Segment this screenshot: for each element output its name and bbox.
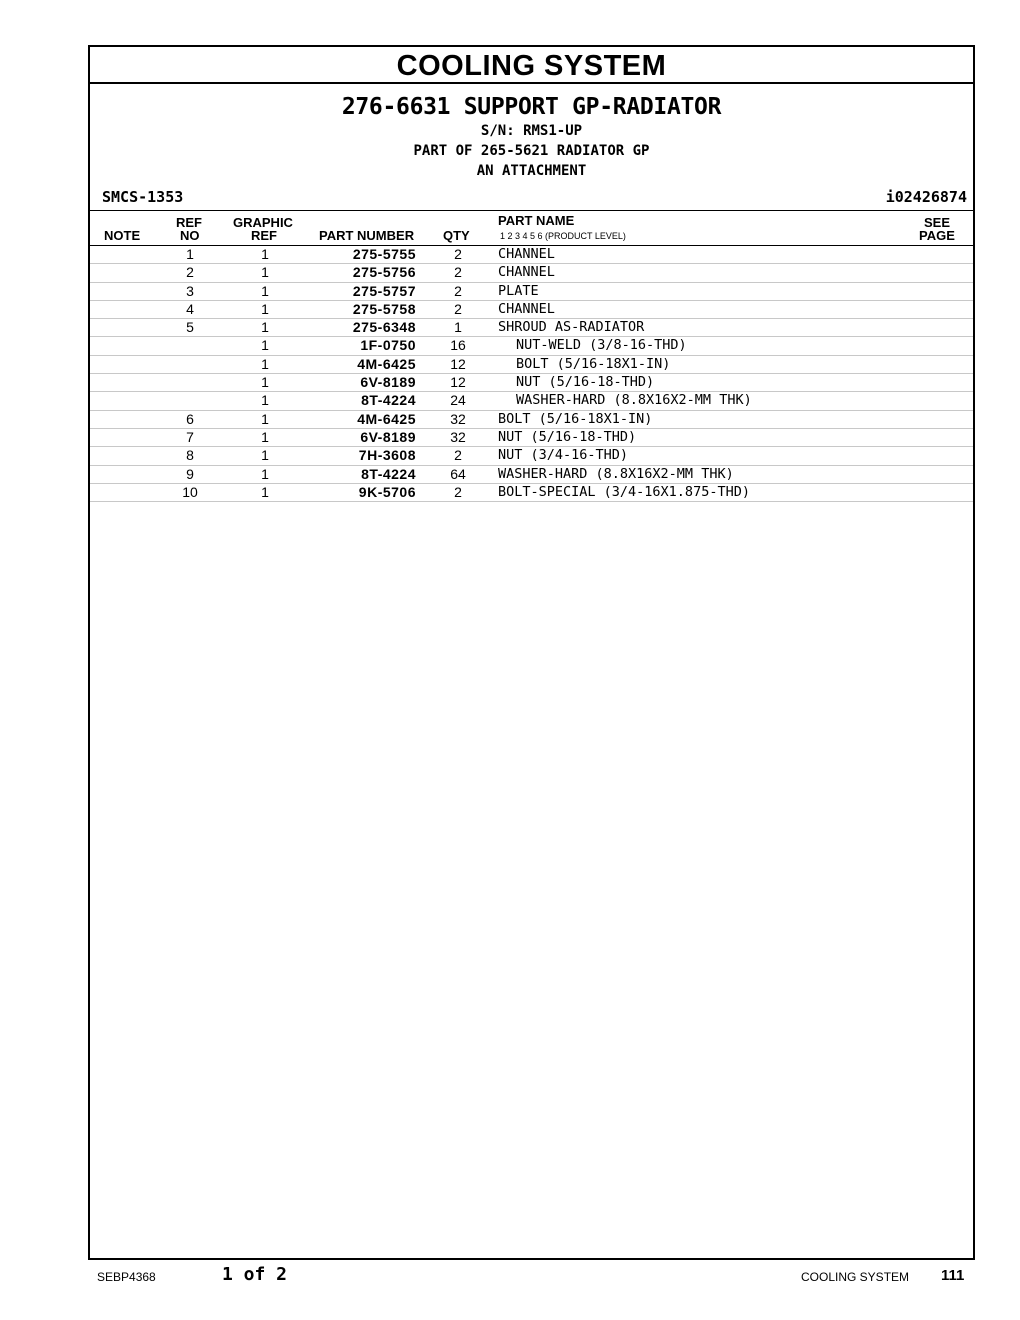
part-name-cell: CHANNEL <box>498 300 555 317</box>
meta-row <box>90 186 973 210</box>
part-number-cell: 4M-6425 <box>357 410 416 427</box>
qty-cell: 12 <box>450 374 466 391</box>
part-number-cell: 275-5758 <box>352 300 416 317</box>
ref-no-cell: 8 <box>186 447 194 464</box>
part-number-cell: 8T-4224 <box>361 392 416 409</box>
part-name-cell: NUT (3/4-16-THD) <box>498 447 629 464</box>
header-qty: QTY <box>443 228 470 243</box>
ref-no-cell: 7 <box>186 428 194 445</box>
graphic-ref-cell: 1 <box>261 465 269 482</box>
ref-no-cell: 2 <box>186 264 194 281</box>
part-name-cell: WASHER-HARD (8.8X16X2-MM THK) <box>516 392 752 409</box>
graphic-ref-cell: 1 <box>261 282 269 299</box>
graphic-ref-cell: 1 <box>261 337 269 354</box>
part-of: PART OF 265-5621 RADIATOR GP <box>413 143 650 159</box>
part-number-cell: 275-5756 <box>352 264 416 281</box>
part-name-cell: WASHER-HARD (8.8X16X2-MM THK) <box>498 465 734 482</box>
qty-cell: 2 <box>454 447 462 464</box>
smcs-code: SMCS-1353 <box>102 188 184 206</box>
table-row <box>90 337 973 355</box>
ref-no-cell: 10 <box>182 483 198 500</box>
header-note: NOTE <box>104 228 141 243</box>
header-ref-top: REF <box>176 215 202 230</box>
part-number-cell: 7H-3608 <box>358 447 416 464</box>
parts-table-body <box>90 246 973 502</box>
ref-no-cell: 9 <box>186 465 194 482</box>
graphic-ref-cell: 1 <box>261 447 269 464</box>
table-row <box>90 392 973 410</box>
footer-section: COOLING SYSTEM <box>801 1270 910 1284</box>
qty-cell: 64 <box>450 465 466 482</box>
doc-id: SEBP4368 <box>97 1270 156 1284</box>
page-number: 111 <box>941 1267 965 1284</box>
part-number-cell: 1F-0750 <box>360 337 416 354</box>
header-graphic-top: GRAPHIC <box>233 215 293 230</box>
graphic-ref-cell: 1 <box>261 483 269 500</box>
graphic-ref-cell: 1 <box>261 374 269 391</box>
graphic-ref-cell: 1 <box>261 264 269 281</box>
group-title: 276-6631 SUPPORT GP-RADIATOR <box>341 94 722 120</box>
header-see-top: SEE <box>924 215 951 230</box>
group-header <box>90 93 973 181</box>
illustration-id: i02426874 <box>885 188 967 206</box>
table-header <box>90 210 973 246</box>
page-frame <box>88 45 975 1260</box>
part-name-cell: SHROUD AS-RADIATOR <box>498 319 645 336</box>
header-product-levels: 1 2 3 4 5 6 (PRODUCT LEVEL) <box>500 231 626 241</box>
graphic-ref-cell: 1 <box>261 300 269 317</box>
page-footer <box>0 1262 1020 1292</box>
header-graphic-bottom: REF <box>251 228 277 243</box>
part-name-cell: BOLT (5/16-18X1-IN) <box>516 355 671 372</box>
qty-cell: 24 <box>450 392 466 409</box>
qty-cell: 2 <box>454 264 462 281</box>
part-number-cell: 275-6348 <box>352 319 416 336</box>
qty-cell: 32 <box>450 410 466 427</box>
qty-cell: 16 <box>450 337 466 354</box>
part-name-cell: PLATE <box>498 282 539 299</box>
serial-number: S/N: RMS1-UP <box>480 123 583 139</box>
part-name-cell: BOLT-SPECIAL (3/4-16X1.875-THD) <box>498 483 750 500</box>
header-ref-bottom: NO <box>180 228 200 243</box>
table-row <box>90 356 973 374</box>
table-row <box>90 264 973 282</box>
part-number-cell: 275-5757 <box>352 282 416 299</box>
graphic-ref-cell: 1 <box>261 392 269 409</box>
page-of: 1 of 2 <box>222 1264 288 1285</box>
qty-cell: 2 <box>454 246 462 262</box>
header-see-bottom: PAGE <box>919 228 955 243</box>
table-row <box>90 411 973 429</box>
part-name-cell: NUT-WELD (3/8-16-THD) <box>516 337 687 354</box>
part-name-cell: NUT (5/16-18-THD) <box>516 374 655 391</box>
table-row <box>90 246 973 264</box>
attachment-label: AN ATTACHMENT <box>476 163 587 179</box>
section-title: COOLING SYSTEM <box>90 47 973 84</box>
ref-no-cell: 1 <box>186 246 194 262</box>
ref-no-cell: 5 <box>186 319 194 336</box>
header-part-number: PART NUMBER <box>319 228 415 243</box>
table-row <box>90 466 973 484</box>
part-name-cell: CHANNEL <box>498 246 555 262</box>
graphic-ref-cell: 1 <box>261 355 269 372</box>
part-number-cell: 275-5755 <box>352 246 416 262</box>
qty-cell: 1 <box>454 319 462 336</box>
qty-cell: 2 <box>454 483 462 500</box>
graphic-ref-cell: 1 <box>261 410 269 427</box>
part-number-cell: 6V-8189 <box>360 374 416 391</box>
part-number-cell: 8T-4224 <box>361 465 416 482</box>
part-number-cell: 4M-6425 <box>357 355 416 372</box>
part-name-cell: CHANNEL <box>498 264 555 281</box>
part-name-cell: NUT (5/16-18-THD) <box>498 428 637 445</box>
table-row <box>90 319 973 337</box>
header-part-name: PART NAME <box>498 213 575 228</box>
table-row <box>90 484 973 502</box>
qty-cell: 2 <box>454 300 462 317</box>
table-row <box>90 301 973 319</box>
part-number-cell: 6V-8189 <box>360 428 416 445</box>
qty-cell: 12 <box>450 355 466 372</box>
ref-no-cell: 6 <box>186 410 194 427</box>
table-row <box>90 447 973 465</box>
part-number-cell: 9K-5706 <box>358 483 416 500</box>
ref-no-cell: 3 <box>186 282 194 299</box>
graphic-ref-cell: 1 <box>261 246 269 262</box>
ref-no-cell: 4 <box>186 300 194 317</box>
table-row <box>90 429 973 447</box>
table-row <box>90 374 973 392</box>
graphic-ref-cell: 1 <box>261 428 269 445</box>
qty-cell: 2 <box>454 282 462 299</box>
graphic-ref-cell: 1 <box>261 319 269 336</box>
part-name-cell: BOLT (5/16-18X1-IN) <box>498 410 653 427</box>
table-row <box>90 283 973 301</box>
qty-cell: 32 <box>450 428 466 445</box>
